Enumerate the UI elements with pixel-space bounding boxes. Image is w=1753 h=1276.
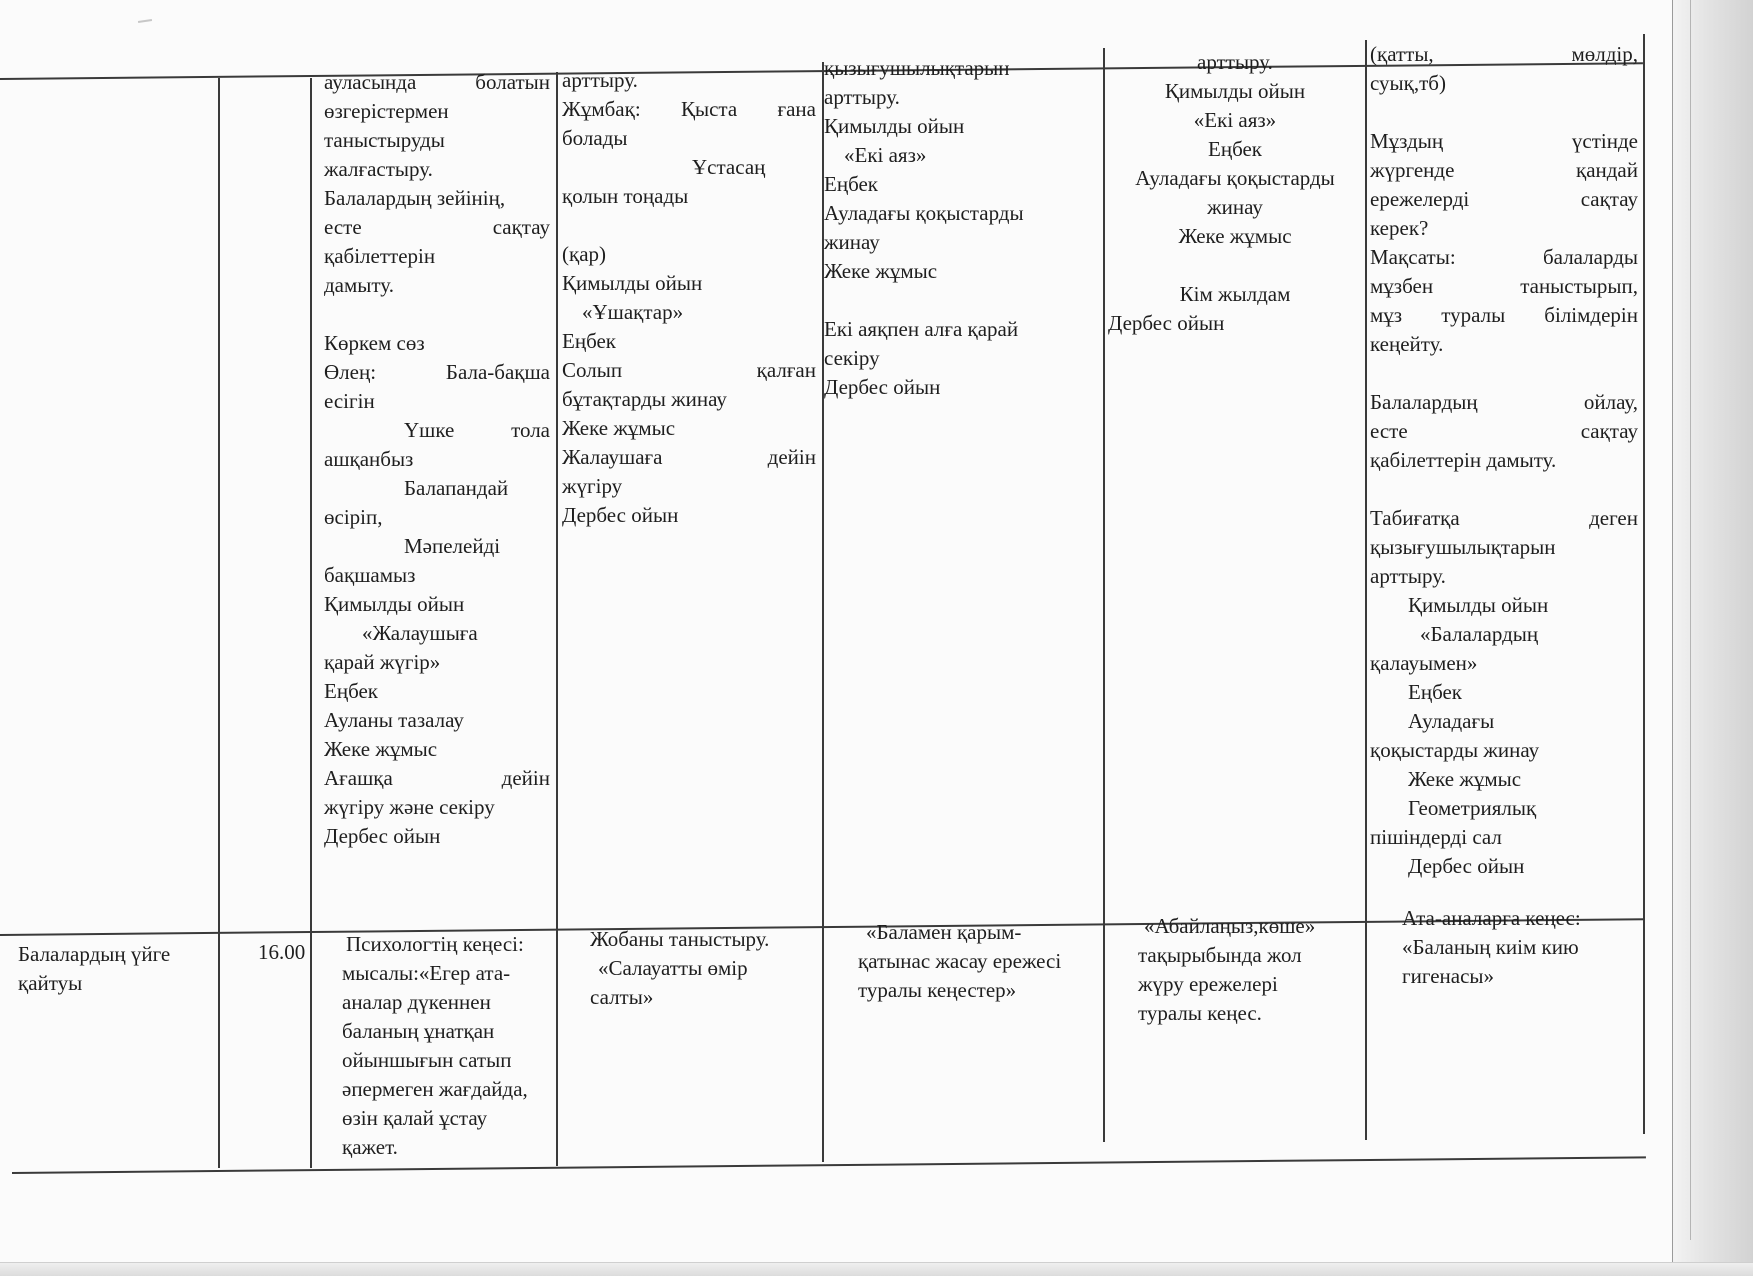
text-line: Психологтің кеңесі: (346, 932, 524, 956)
text-line: жалғастыру. (324, 157, 433, 181)
text-line: қолын тоңады (562, 184, 689, 208)
cell-row1-col3 (324, 68, 550, 851)
text-line: Балалардың үйге (18, 942, 171, 966)
cell-row1-col6 (1108, 48, 1362, 338)
text-line: Қимылды ойын (324, 592, 465, 616)
text-line: пішіндерді сал (1370, 825, 1502, 849)
text-line: қарай жүгір» (324, 650, 441, 674)
text-line: туралы кеңестер» (858, 978, 1017, 1002)
cell-row2-col5 (858, 918, 1108, 1005)
text-line: жүгіру (562, 474, 623, 498)
text-line: Қимылды ойын (824, 114, 965, 138)
text-line: ашқанбыз (324, 447, 414, 471)
text-line: дамыту. (324, 273, 394, 297)
text-line: Жалаушаға дейін (562, 445, 816, 469)
text-line: Мұздың үстінде (1370, 129, 1638, 153)
col-divider-2 (310, 78, 312, 1168)
text-line: өсіріп, (324, 505, 383, 529)
text-line: Ағашқа дейін (324, 766, 550, 790)
text-line: Ауладағы (1408, 709, 1495, 733)
text-line: жүру ережелері (1138, 972, 1278, 996)
text-line: керек? (1370, 216, 1429, 240)
text-line: Екі аяқпен алға қарай (824, 317, 1019, 341)
text-line: болады (562, 126, 628, 150)
text-line: секіру (824, 346, 880, 370)
text-line: ойыншығын сатып (342, 1048, 512, 1072)
text-line: Табиғатқа деген (1370, 506, 1638, 530)
page-edge-line (1690, 0, 1691, 1240)
text-line: Ұстасаң (692, 155, 766, 179)
text-line: Ауладағы қоқыстарды (824, 201, 1024, 225)
text-line: Еңбек (824, 172, 878, 196)
text-line: арттыру. (562, 68, 638, 92)
text-line: Дербес ойын (324, 824, 441, 848)
text-line: Жобаны таныстыру. (590, 927, 770, 951)
text-line: тақырыбында жол (1138, 943, 1302, 967)
text-line: «Екі аяз» (1193, 108, 1277, 132)
text-line: Балалардың зейінің, (324, 186, 506, 210)
text-line: Дербес ойын (562, 503, 679, 527)
text-line: есте сақтау (324, 215, 550, 239)
text-line: Геометриялық (1408, 796, 1537, 820)
text-line: Кім жылдам (1179, 282, 1291, 306)
text-line: мұзбен таныстырып, (1370, 274, 1638, 298)
text-line: Жеке жұмыс (1408, 767, 1522, 791)
cell-row2-col6 (1138, 912, 1368, 1028)
text-line: баланың ұнатқан (342, 1019, 495, 1043)
text-line: Ауладағы қоқыстарды (1135, 166, 1335, 190)
text-line: мұз туралы білімдерін (1370, 303, 1638, 327)
text-line: жинау (824, 230, 880, 254)
text-line: жинау (1207, 195, 1263, 219)
text-line: арттыру. (824, 85, 900, 109)
text-line: есте сақтау (1370, 419, 1638, 443)
text-line: қызығушылықтарын (1370, 535, 1556, 559)
text-line: суық,тб) (1370, 71, 1446, 95)
text-line: жүгіру және секіру (324, 795, 495, 819)
text-line: Дербес ойын (824, 375, 941, 399)
text-line: аналар дүкеннен (342, 990, 491, 1014)
text-line: арттыру. (1370, 564, 1446, 588)
text-line: таныстыруды (324, 128, 445, 152)
text-line: Еңбек (1208, 137, 1262, 161)
scan-mark (138, 19, 152, 23)
text-line: кеңейту. (1370, 332, 1444, 356)
text-line: әпермеген жағдайда, (342, 1077, 528, 1101)
text-line: ережелерді сақтау (1370, 187, 1638, 211)
text-line: салты» (590, 985, 654, 1009)
text-line: гигенасы» (1402, 964, 1494, 988)
text-line: қабілеттерін дамыту. (1370, 448, 1557, 472)
text-line: қалауымен» (1370, 651, 1478, 675)
text-line: есігін (324, 389, 375, 413)
table-bottom-border (12, 1156, 1646, 1173)
text-line: Қимылды ойын (1408, 593, 1549, 617)
text-line: Еңбек (562, 329, 616, 353)
text-line: Дербес ойын (1108, 311, 1225, 335)
text-line: қызығушылықтарын (824, 56, 1010, 80)
text-line: «Баламен қарым- (866, 920, 1022, 944)
text-line: бақшамыз (324, 563, 416, 587)
text-line: Үшке тола (404, 418, 550, 442)
text-line: өзін қалай ұстау (342, 1106, 488, 1130)
text-line: 16.00 (258, 940, 306, 964)
text-line: Қимылды ойын (562, 271, 703, 295)
text-line: (қар) (562, 242, 607, 266)
col-divider-1 (218, 78, 220, 1168)
cell-row1-col4 (562, 66, 816, 530)
text-line: Дербес ойын (1408, 854, 1525, 878)
page-bottom-edge (0, 1262, 1753, 1276)
cell-row1-col5 (824, 54, 1098, 402)
cell-row1-col7 (1370, 40, 1638, 881)
text-line: Көркем сөз (324, 331, 425, 355)
text-line: «Екі аяз» (844, 143, 927, 167)
text-line: «Абайлаңыз,көше» (1144, 914, 1316, 938)
cell-row2-col7 (1402, 904, 1640, 991)
text-line: мысалы:«Егер ата- (342, 961, 511, 985)
text-line: «Салауатты өмір (598, 956, 748, 980)
text-line: Жұмбақ: Қыста ғана (562, 97, 816, 121)
text-line: Жеке жұмыс (324, 737, 438, 761)
cell-row2-time (258, 938, 318, 967)
text-line: «Жалаушыға (362, 621, 478, 645)
text-line: Мақсаты: балаларды (1370, 245, 1638, 269)
text-line: Балапандай (404, 476, 509, 500)
text-line: Ата-аналарға кеңес: (1402, 906, 1581, 930)
text-line: жүргенде қандай (1370, 158, 1638, 182)
text-line: «Ұшақтар» (582, 300, 684, 324)
text-line: ауласында болатын (324, 70, 550, 94)
text-line: Өлең: Бала-бақша (324, 360, 550, 384)
text-line: қажет. (342, 1135, 398, 1159)
text-line: (қатты, мөлдір, (1370, 42, 1638, 66)
text-line: Еңбек (1408, 680, 1462, 704)
text-line: бұтақтарды жинау (562, 387, 727, 411)
cell-row2-label (18, 940, 214, 998)
text-line: Қимылды ойын (1164, 79, 1306, 103)
text-line: Еңбек (324, 679, 378, 703)
text-line: Балалардың ойлау, (1370, 390, 1638, 414)
text-line: Солып қалған (562, 358, 816, 382)
text-line: Жеке жұмыс (1178, 224, 1292, 248)
text-line: Мәпелейді (404, 534, 501, 558)
text-line: «Балалардың (1420, 622, 1539, 646)
text-line: қабілеттерін (324, 244, 436, 268)
text-line: қайтуы (18, 971, 83, 995)
text-line: Ауланы тазалау (324, 708, 464, 732)
text-line: «Баланың киім кию (1402, 935, 1579, 959)
text-line: туралы кеңес. (1138, 1001, 1262, 1025)
text-line: Жеке жұмыс (562, 416, 676, 440)
text-line: арттыру. (1197, 50, 1273, 74)
text-line: өзгерістермен (324, 99, 449, 123)
text-line: қатынас жасау ережесі (858, 949, 1062, 973)
page-edge-shadow (1672, 0, 1753, 1275)
cell-row2-col4 (590, 925, 826, 1012)
col-divider-7 (1643, 34, 1645, 1134)
text-line: Жеке жұмыс (824, 259, 938, 283)
cell-row2-col3 (342, 930, 574, 1162)
text-line: қоқыстарды жинау (1370, 738, 1540, 762)
